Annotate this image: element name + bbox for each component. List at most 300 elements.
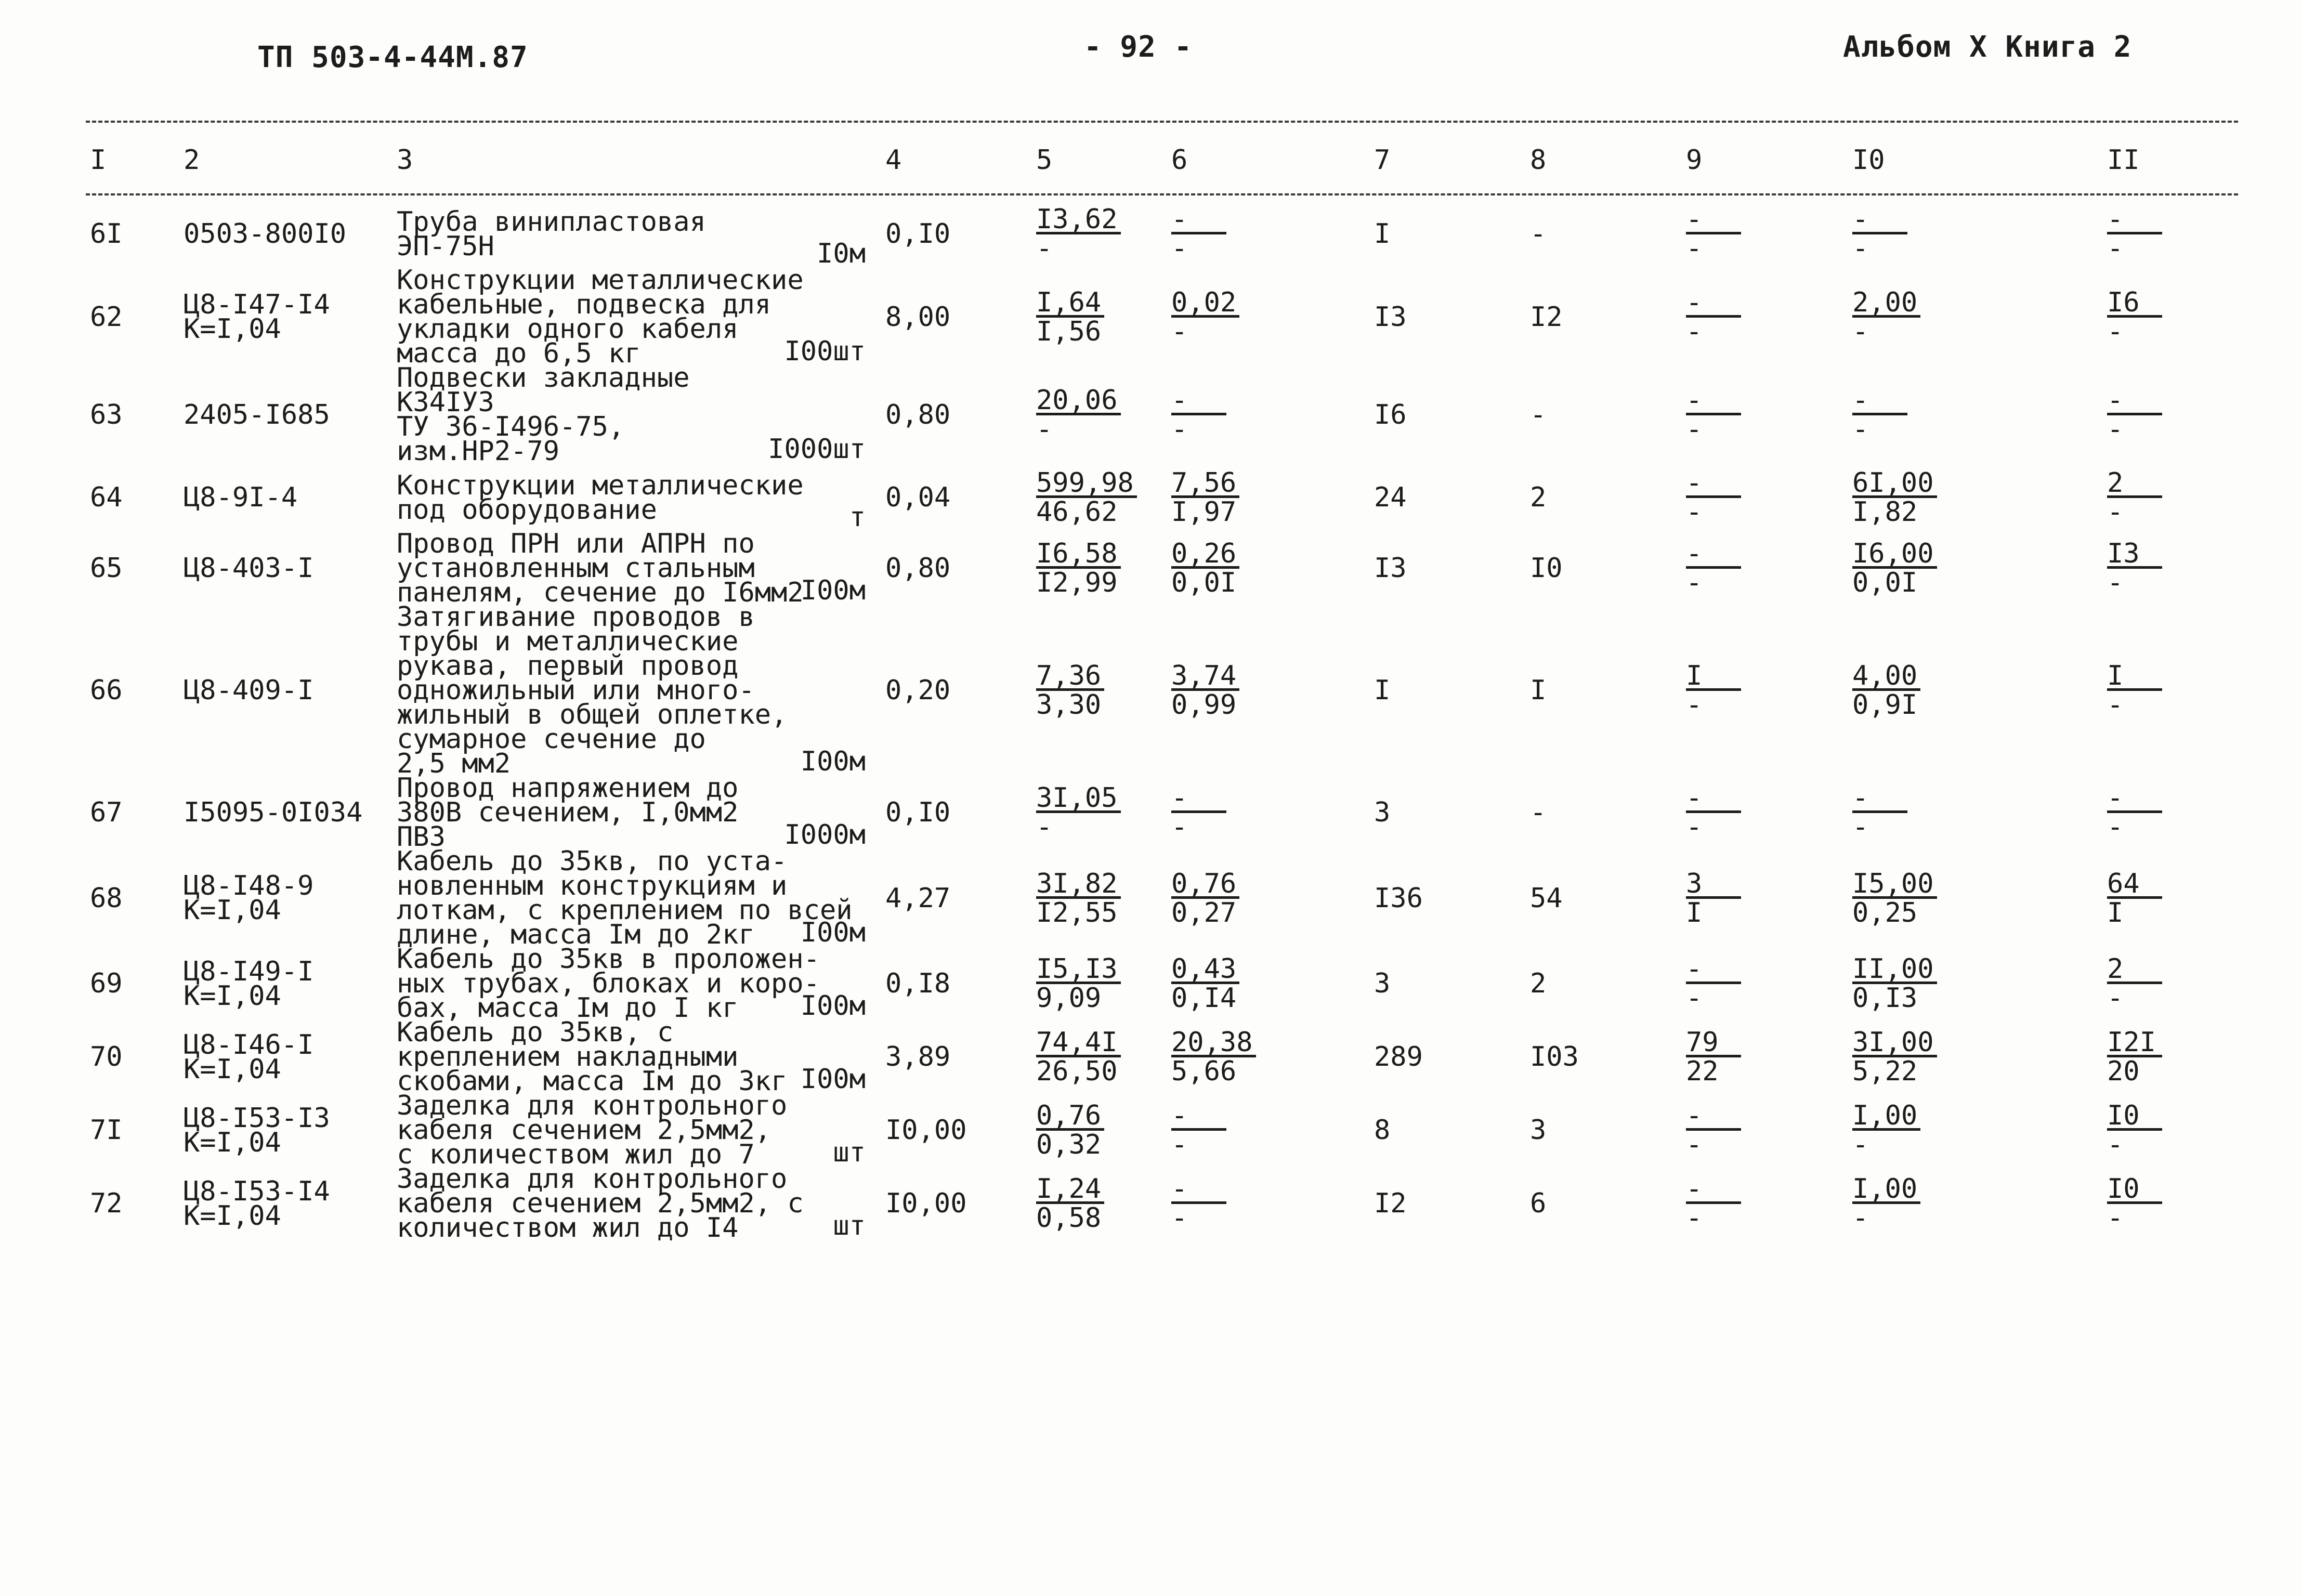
col8-total: 6 xyxy=(1530,1188,1547,1219)
fraction xyxy=(1171,1100,1226,1160)
col-header-1: I xyxy=(90,145,107,176)
denominator-value: - xyxy=(1852,1202,1869,1234)
denominator-value: - xyxy=(1171,1129,1188,1160)
rate-code: Ц8-409-I xyxy=(184,675,314,706)
fraction xyxy=(2107,1173,2162,1234)
numerator-value: I3 xyxy=(2107,542,2162,569)
fraction xyxy=(1686,1027,1741,1087)
numerator-value: I,00 xyxy=(1852,1104,1920,1131)
col11-total-labor xyxy=(2103,1167,2248,1240)
col9-total xyxy=(1682,605,1848,776)
fraction xyxy=(1686,384,1741,445)
numerator-value: I5,00 xyxy=(1852,872,1937,899)
denominator-value: 0,32 xyxy=(1036,1129,1102,1160)
rate-code: Ц8-I53-I4 К=I,04 xyxy=(184,1175,330,1232)
numerator-value: - xyxy=(1171,207,1226,234)
col8-total: I2 xyxy=(1530,301,1563,333)
denominator-value: I xyxy=(1686,897,1703,928)
rate-code: Ц8-9I-4 xyxy=(184,482,298,513)
col10-unit-labor xyxy=(1848,776,2103,849)
row-number: 72 xyxy=(90,1188,123,1219)
quantity: 0,I8 xyxy=(885,968,951,999)
denominator-value: - xyxy=(1852,233,1869,264)
numerator-value: 3,74 xyxy=(1171,664,1239,691)
row-number: 67 xyxy=(90,797,123,828)
row-number: 65 xyxy=(90,553,123,584)
denominator-value: - xyxy=(2107,233,2124,264)
denominator-value: 3,30 xyxy=(1036,689,1102,721)
numerator-value: I0 xyxy=(2107,1177,2162,1204)
col9-total xyxy=(1682,1021,1848,1094)
numerator-value: 7,56 xyxy=(1171,471,1239,498)
col-header-4: 4 xyxy=(885,145,902,176)
col9-total xyxy=(1682,776,1848,849)
fraction xyxy=(1171,953,1239,1014)
denominator-value: 0,I3 xyxy=(1852,983,1918,1014)
fraction xyxy=(1171,660,1239,721)
col10-unit-labor xyxy=(1848,532,2103,605)
col11-total-labor xyxy=(2103,366,2248,464)
fraction xyxy=(1171,538,1239,598)
col11-total-labor xyxy=(2103,947,2248,1021)
numerator-value: 4,00 xyxy=(1852,664,1920,691)
col5-unit-cost xyxy=(1032,776,1167,849)
col7-total: I3 xyxy=(1374,553,1407,584)
col5-unit-cost xyxy=(1032,200,1167,268)
work-name-cell xyxy=(393,1163,881,1244)
numerator-value: I6 xyxy=(2107,291,2162,318)
numerator-value: 3I,05 xyxy=(1036,786,1121,813)
quantity: 3,89 xyxy=(885,1041,951,1072)
col9-total xyxy=(1682,849,1848,947)
fraction xyxy=(1686,782,1741,843)
fraction xyxy=(1171,467,1239,528)
denominator-value: - xyxy=(1686,496,1703,528)
fraction xyxy=(1171,868,1239,928)
numerator-value: - xyxy=(1171,1104,1226,1131)
col10-unit-labor xyxy=(1848,1021,2103,1094)
denominator-value: - xyxy=(2107,413,2124,445)
col10-unit-labor xyxy=(1848,849,2103,947)
denominator-value: - xyxy=(1852,812,1869,843)
col5-unit-cost xyxy=(1032,947,1167,1021)
numerator-value: 74,4I xyxy=(1036,1030,1121,1057)
row-number: 68 xyxy=(90,882,123,914)
col-header-3: 3 xyxy=(397,145,413,176)
numerator-value: 0,76 xyxy=(1171,872,1239,899)
denominator-value: - xyxy=(1686,1202,1703,1234)
fraction xyxy=(1036,1027,1121,1087)
col9-total xyxy=(1682,532,1848,605)
denominator-value: - xyxy=(1171,316,1188,347)
denominator-value: - xyxy=(2107,496,2124,528)
work-name-cell xyxy=(393,265,881,369)
numerator-value: - xyxy=(2107,786,2162,813)
denominator-value: I xyxy=(2107,897,2124,928)
col7-total: 24 xyxy=(1374,482,1407,513)
col5-unit-cost xyxy=(1032,605,1167,776)
denominator-value: - xyxy=(1171,413,1188,445)
table-row xyxy=(86,1094,2248,1167)
fraction xyxy=(1852,660,1920,721)
work-name: Провод ПРН или АПРН по установленным стальным панелям, сечение до I6мм2 xyxy=(397,528,804,608)
unit-of-measure: шт xyxy=(833,1137,866,1168)
work-name: Подвески закладные К34IУ3 ТУ 36-I496-75, изм.НР2-79 xyxy=(397,362,690,467)
denominator-value: 0,9I xyxy=(1852,689,1918,721)
numerator-value: - xyxy=(1171,1177,1226,1204)
numerator-value: I2I xyxy=(2107,1030,2162,1057)
numerator-value: - xyxy=(1686,786,1741,813)
numerator-value: II,00 xyxy=(1852,957,1937,984)
row-number: 69 xyxy=(90,968,123,999)
col9-total xyxy=(1682,947,1848,1021)
denominator-value: - xyxy=(2107,983,2124,1014)
top-rule xyxy=(86,121,2238,123)
numerator-value: I5,I3 xyxy=(1036,957,1121,984)
quantity: 0,I0 xyxy=(885,218,951,250)
table-row xyxy=(86,464,2248,532)
page-number: - 92 - xyxy=(1084,30,1193,64)
fraction xyxy=(1852,1173,1920,1234)
work-name-cell xyxy=(393,944,881,1024)
numerator-value: 2 xyxy=(2107,471,2162,498)
numerator-value: 20,06 xyxy=(1036,388,1121,415)
fraction xyxy=(1036,782,1121,843)
row-number: 70 xyxy=(90,1041,123,1072)
fraction xyxy=(1686,660,1741,721)
fraction xyxy=(1852,286,1920,347)
col10-unit-labor xyxy=(1848,605,2103,776)
fraction xyxy=(1852,782,1907,843)
numerator-value: 6I,00 xyxy=(1852,471,1937,498)
work-name: Кабель до 35кв, по уста- новленным конструкциям и лоткам, с креплением по всей длине, масса Iм до 2кг xyxy=(397,846,853,950)
col9-total xyxy=(1682,1094,1848,1167)
numerator-value: 2,00 xyxy=(1852,291,1920,318)
denominator-value: 5,66 xyxy=(1171,1056,1237,1087)
work-name: Затягивание проводов в трубы и металлические рукава, первый провод одножильный или много- жильный в общей оплетке, сумарное сечение до 2,5 мм2 xyxy=(397,601,788,779)
denominator-value: 0,25 xyxy=(1852,897,1918,928)
denominator-value: 22 xyxy=(1686,1056,1719,1087)
col9-total xyxy=(1682,366,1848,464)
table-row xyxy=(86,776,2248,849)
denominator-value: - xyxy=(1686,233,1703,264)
numerator-value: I,00 xyxy=(1852,1177,1920,1204)
numerator-value: 3I,82 xyxy=(1036,872,1121,899)
col6-unit-cost xyxy=(1167,849,1370,947)
unit-of-measure: I00м xyxy=(800,990,866,1022)
fraction xyxy=(1852,384,1907,445)
denominator-value: - xyxy=(2107,316,2124,347)
col8-total: - xyxy=(1530,218,1547,250)
fraction xyxy=(1171,204,1226,264)
table-row xyxy=(86,605,2248,776)
fraction xyxy=(1852,204,1907,264)
quantity: 4,27 xyxy=(885,882,951,914)
numerator-value: - xyxy=(2107,207,2162,234)
denominator-value: - xyxy=(1686,812,1703,843)
rate-code: Ц8-I46-I К=I,04 xyxy=(184,1029,314,1085)
denominator-value: - xyxy=(1171,1202,1188,1234)
fraction xyxy=(2107,660,2162,721)
unit-of-measure: I00м xyxy=(800,575,866,606)
denominator-value: 0,I4 xyxy=(1171,983,1237,1014)
col9-total xyxy=(1682,1167,1848,1240)
work-name: Кабель до 35кв в проложен- ных трубах, блоках и коро- бах, масса Iм до I кг xyxy=(397,944,820,1024)
document-code: ТП 503-4-44М.87 xyxy=(257,41,528,74)
fraction xyxy=(2107,1100,2162,1160)
denominator-value: - xyxy=(1686,1129,1703,1160)
col6-unit-cost xyxy=(1167,366,1370,464)
quantity: I0,00 xyxy=(885,1188,967,1219)
fraction xyxy=(2107,953,2162,1014)
numerator-value: 599,98 xyxy=(1036,471,1137,498)
numerator-value: - xyxy=(1686,1104,1741,1131)
quantity: 0,80 xyxy=(885,399,951,430)
rate-code: 0503-800I0 xyxy=(184,218,347,250)
unit-of-measure: т xyxy=(849,502,866,533)
col7-total: I2 xyxy=(1374,1188,1407,1219)
unit-of-measure: I0м xyxy=(817,238,866,269)
denominator-value: - xyxy=(1036,413,1053,445)
col7-total: 3 xyxy=(1374,797,1391,828)
col5-unit-cost xyxy=(1032,464,1167,532)
numerator-value: 0,43 xyxy=(1171,957,1239,984)
work-name-cell xyxy=(393,362,881,467)
denominator-value: - xyxy=(2107,689,2124,721)
row-number: 63 xyxy=(90,399,123,430)
table-row xyxy=(86,366,2248,464)
col11-total-labor xyxy=(2103,464,2248,532)
col6-unit-cost xyxy=(1167,268,1370,366)
fraction xyxy=(1852,953,1937,1014)
col11-total-labor xyxy=(2103,268,2248,366)
row-number: 6I xyxy=(90,218,123,250)
denominator-value: I,97 xyxy=(1171,496,1237,528)
col6-unit-cost xyxy=(1167,1021,1370,1094)
row-number: 7I xyxy=(90,1115,123,1146)
col5-unit-cost xyxy=(1032,366,1167,464)
fraction xyxy=(1036,1173,1104,1234)
numerator-value: I6,58 xyxy=(1036,542,1121,569)
work-name-cell xyxy=(393,846,881,950)
denominator-value: 46,62 xyxy=(1036,496,1118,528)
fraction xyxy=(2107,1027,2162,1087)
col10-unit-labor xyxy=(1848,947,2103,1021)
numerator-value: 3 xyxy=(1686,872,1741,899)
quantity: 0,I0 xyxy=(885,797,951,828)
work-name-cell xyxy=(393,773,881,853)
denominator-value: - xyxy=(2107,1129,2124,1160)
row-number: 62 xyxy=(90,301,123,333)
col9-total xyxy=(1682,268,1848,366)
fraction xyxy=(1171,286,1239,347)
fraction xyxy=(1686,286,1741,347)
numerator-value: - xyxy=(1852,388,1907,415)
quantity: I0,00 xyxy=(885,1115,967,1146)
quantity: 0,04 xyxy=(885,482,951,513)
denominator-value: - xyxy=(1686,413,1703,445)
rate-code: Ц8-I47-I4 К=I,04 xyxy=(184,289,330,345)
fraction xyxy=(1852,538,1937,598)
denominator-value: - xyxy=(1852,316,1869,347)
work-name-cell xyxy=(393,1090,881,1170)
fraction xyxy=(1171,1027,1256,1087)
col10-unit-labor xyxy=(1848,1094,2103,1167)
denominator-value: 0,0I xyxy=(1852,567,1918,598)
work-name-cell xyxy=(393,1017,881,1097)
fraction xyxy=(1686,953,1741,1014)
col5-unit-cost xyxy=(1032,1167,1167,1240)
col7-total: I xyxy=(1374,218,1391,250)
col7-total: I36 xyxy=(1374,882,1423,914)
fraction xyxy=(2107,868,2162,928)
denominator-value: I,82 xyxy=(1852,496,1918,528)
col-header-9: 9 xyxy=(1686,145,1703,176)
numerator-value: 0,02 xyxy=(1171,291,1239,318)
col8-total: I03 xyxy=(1530,1041,1579,1072)
unit-of-measure: I00м xyxy=(800,746,866,777)
fraction xyxy=(1686,868,1741,928)
denominator-value: 0,27 xyxy=(1171,897,1237,928)
unit-of-measure: шт xyxy=(833,1210,866,1241)
col7-total: 8 xyxy=(1374,1115,1391,1146)
col6-unit-cost xyxy=(1167,605,1370,776)
col-header-10: I0 xyxy=(1852,145,1885,176)
fraction xyxy=(1036,204,1121,264)
denominator-value: - xyxy=(1686,689,1703,721)
col6-unit-cost xyxy=(1167,200,1370,268)
col6-unit-cost xyxy=(1167,532,1370,605)
denominator-value: 0,0I xyxy=(1171,567,1237,598)
fraction xyxy=(1036,538,1121,598)
denominator-value: - xyxy=(2107,812,2124,843)
col10-unit-labor xyxy=(1848,366,2103,464)
fraction xyxy=(1036,868,1121,928)
rate-code: Ц8-I53-I3 К=I,04 xyxy=(184,1102,330,1158)
table-row xyxy=(86,849,2248,947)
unit-of-measure: I00м xyxy=(800,917,866,948)
fraction xyxy=(2107,204,2162,264)
col10-unit-labor xyxy=(1848,1167,2103,1240)
numerator-value: - xyxy=(1686,388,1741,415)
fraction xyxy=(1036,286,1104,347)
col7-total: I3 xyxy=(1374,301,1407,333)
col8-total: 3 xyxy=(1530,1115,1547,1146)
work-name: Труба винипластовая ЭП-75Н xyxy=(397,206,706,262)
work-name-cell xyxy=(393,528,881,608)
denominator-value: 0,99 xyxy=(1171,689,1237,721)
col-header-11: II xyxy=(2107,145,2140,176)
unit-of-measure: I000шт xyxy=(768,434,866,465)
denominator-value: - xyxy=(1036,812,1053,843)
fraction xyxy=(1036,660,1104,721)
denominator-value: 5,22 xyxy=(1852,1056,1918,1087)
col-header-6: 6 xyxy=(1171,145,1188,176)
fraction xyxy=(1686,538,1741,598)
numerator-value: I xyxy=(1686,664,1741,691)
col7-total: I6 xyxy=(1374,399,1407,430)
numerator-value: I3,62 xyxy=(1036,207,1121,234)
col8-total: 2 xyxy=(1530,968,1547,999)
col6-unit-cost xyxy=(1167,947,1370,1021)
fraction xyxy=(1036,1100,1104,1160)
col11-total-labor xyxy=(2103,605,2248,776)
fraction xyxy=(1171,384,1226,445)
work-name: Заделка для контрольного кабеля сечением 2,5мм2, с количеством жил до 7 xyxy=(397,1090,788,1170)
col6-unit-cost xyxy=(1167,1094,1370,1167)
col7-total: 3 xyxy=(1374,968,1391,999)
work-name: Конструкции металлические кабельные, подвеска для укладки одного кабеля масса до 6,5 кг xyxy=(397,265,804,369)
work-name: Заделка для контрольного кабеля сечением 2,5мм2, с количеством жил до I4 xyxy=(397,1163,804,1244)
numerator-value: 79 xyxy=(1686,1030,1741,1057)
col-header-7: 7 xyxy=(1374,145,1391,176)
work-name-cell xyxy=(393,601,881,779)
numerator-value: 3I,00 xyxy=(1852,1030,1937,1057)
work-name: Провод напряжением до 380В сечением, I,0мм2 ПВ3 xyxy=(397,773,739,853)
denominator-value: - xyxy=(1686,983,1703,1014)
numerator-value: - xyxy=(1686,542,1741,569)
numerator-value: - xyxy=(1686,1177,1741,1204)
column-header-row xyxy=(86,133,2248,200)
col5-unit-cost xyxy=(1032,1021,1167,1094)
numerator-value: - xyxy=(1686,471,1741,498)
denominator-value: - xyxy=(1852,1129,1869,1160)
col10-unit-labor xyxy=(1848,268,2103,366)
col10-unit-labor xyxy=(1848,464,2103,532)
col8-total: I0 xyxy=(1530,553,1563,584)
table-row xyxy=(86,947,2248,1021)
col11-total-labor xyxy=(2103,1021,2248,1094)
work-name: Конструкции металлические под оборудование xyxy=(397,469,804,526)
fraction xyxy=(1852,1027,1937,1087)
table-row xyxy=(86,532,2248,605)
denominator-value: 9,09 xyxy=(1036,983,1102,1014)
unit-of-measure: I000м xyxy=(784,819,866,851)
estimate-table xyxy=(86,133,2248,1244)
unit-of-measure: I00м xyxy=(800,1064,866,1095)
col5-unit-cost xyxy=(1032,849,1167,947)
table-row xyxy=(86,200,2248,268)
denominator-value: I,56 xyxy=(1036,316,1102,347)
col8-total: 54 xyxy=(1530,882,1563,914)
col8-total: - xyxy=(1530,399,1547,430)
quantity: 0,20 xyxy=(885,675,951,706)
table-row xyxy=(86,1167,2248,1240)
numerator-value: I,24 xyxy=(1036,1177,1104,1204)
denominator-value: I2,99 xyxy=(1036,567,1118,598)
rate-code: Ц8-I48-9 К=I,04 xyxy=(184,870,314,926)
rate-code: Ц8-403-I xyxy=(184,553,314,584)
album-book-label: Альбом X Книга 2 xyxy=(1843,30,2132,64)
fraction xyxy=(1171,782,1226,843)
numerator-value: 2 xyxy=(2107,957,2162,984)
col11-total-labor xyxy=(2103,849,2248,947)
fraction xyxy=(2107,286,2162,347)
col10-unit-labor xyxy=(1848,200,2103,268)
unit-of-measure: I00шт xyxy=(784,336,866,367)
numerator-value: 0,76 xyxy=(1036,1104,1104,1131)
numerator-value: 64 xyxy=(2107,872,2162,899)
row-number: 64 xyxy=(90,482,123,513)
col5-unit-cost xyxy=(1032,532,1167,605)
denominator-value: - xyxy=(1852,413,1869,445)
fraction xyxy=(1686,1173,1741,1234)
col6-unit-cost xyxy=(1167,1167,1370,1240)
numerator-value: - xyxy=(1686,291,1741,318)
col7-total: I xyxy=(1374,675,1391,706)
fraction xyxy=(2107,467,2162,528)
col11-total-labor xyxy=(2103,200,2248,268)
